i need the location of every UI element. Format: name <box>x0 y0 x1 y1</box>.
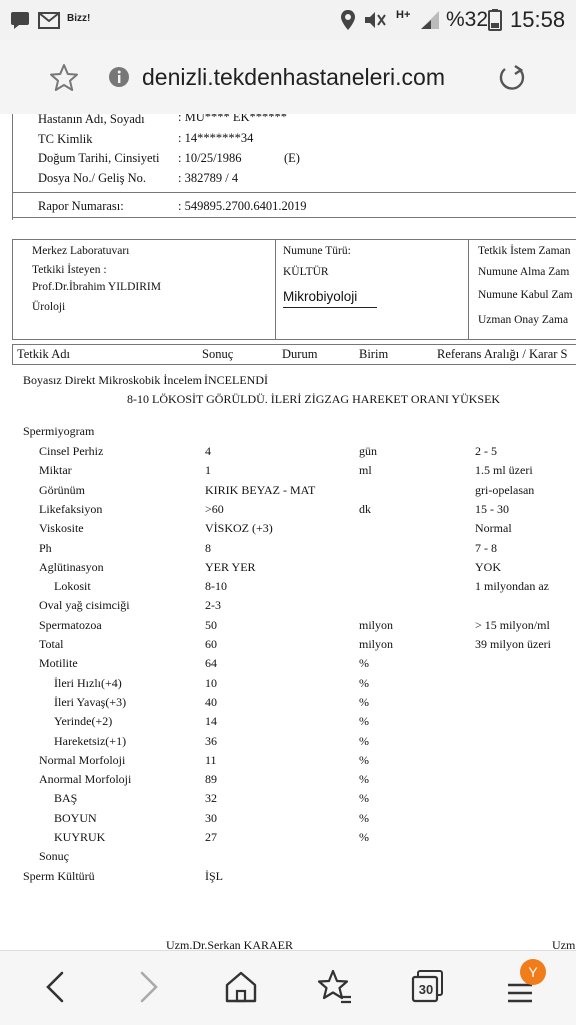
border <box>12 344 13 364</box>
table-cell-result: KIRIK BEYAZ - MAT <box>205 482 316 497</box>
info-icon[interactable] <box>108 66 130 88</box>
table-cell-name: Cinsel Perhiz <box>39 444 104 458</box>
divider <box>12 217 576 218</box>
table-cell-reference: 15 - 30 <box>475 501 509 516</box>
table-cell-name: Motilite <box>39 656 78 671</box>
table-cell-name: Yerinde(+2) <box>54 714 113 729</box>
divider <box>12 192 576 193</box>
table-cell-result: 30 <box>205 810 217 825</box>
mute-icon <box>363 10 387 30</box>
table-cell-result: VİSKOZ (+3) <box>205 521 273 536</box>
sample-type-label: Numune Türü: <box>283 245 351 257</box>
tc-value: : 14*******34 <box>178 131 254 145</box>
table-cell-result: 32 <box>205 791 217 806</box>
bookmarks-icon[interactable] <box>315 967 355 1007</box>
table-cell-result: 14 <box>205 714 217 729</box>
microscopy-result: İNCELENDİ <box>204 373 268 387</box>
table-cell-reference: Normal <box>475 521 512 536</box>
border <box>468 239 469 339</box>
table-cell-name: İleri Hızlı(+4) <box>54 675 122 690</box>
report-label: Rapor Numarası: <box>38 199 124 213</box>
table-cell-result: İŞL <box>205 868 223 883</box>
divider <box>12 364 576 365</box>
report-value: : 549895.2700.6401.2019 <box>178 199 307 213</box>
table-cell-reference: YOK <box>475 559 501 574</box>
table-cell-unit: % <box>359 810 369 825</box>
category-underline <box>283 307 377 308</box>
signer-right: Uzm <box>552 938 576 950</box>
table-cell-unit: % <box>359 656 369 671</box>
address-bar <box>0 40 576 114</box>
table-cell-unit: dk <box>359 501 371 516</box>
tc-label: TC Kimlik <box>38 132 93 146</box>
star-bookmark-icon[interactable] <box>48 62 80 94</box>
section-title: Spermiyogram <box>23 424 95 438</box>
table-cell-reference: 1.5 ml üzeri <box>475 463 533 478</box>
notification-text: Bizz! <box>67 13 91 24</box>
table-cell-reference: 1 milyondan az <box>475 579 549 594</box>
microscopy-note: 8-10 LÖKOSİT GÖRÜLDÜ. İLERİ ZİGZAG HAREKET ORANI YÜKSEK <box>127 392 501 406</box>
patient-name-value: : MU**** EK****** <box>178 114 288 124</box>
table-cell-result: >60 <box>205 501 224 516</box>
requester-label: Tetkiki İsteyen : <box>32 264 107 276</box>
table-cell-unit: gün <box>359 444 377 458</box>
border <box>12 114 13 220</box>
battery-percent: %32 <box>446 8 489 31</box>
table-cell-reference: gri-opelasan <box>475 482 535 497</box>
table-cell-reference: 2 - 5 <box>475 444 497 458</box>
table-cell-unit: % <box>359 752 369 767</box>
divider <box>12 239 576 240</box>
table-cell-name: Viskosite <box>39 521 84 536</box>
time-label-4: Uzman Onay Zama <box>478 314 569 326</box>
table-cell-result: 10 <box>205 675 217 690</box>
doctor-name: Prof.Dr.İbrahim YILDIRIM <box>32 281 161 293</box>
table-cell-result: 36 <box>205 733 217 748</box>
column-header-result: Sonuç <box>202 347 234 361</box>
message-icon <box>10 11 30 29</box>
table-cell-unit: % <box>359 694 369 709</box>
time-label-1: Tetkik İstem Zaman <box>478 245 571 257</box>
table-cell-result: 11 <box>205 752 217 767</box>
table-cell-name: Oval yağ cisimciği <box>39 598 130 613</box>
browser-toolbar <box>0 950 576 1025</box>
table-cell-result: 89 <box>205 772 217 787</box>
table-cell-result: 40 <box>205 694 217 709</box>
table-cell-result: 60 <box>205 637 217 651</box>
table-cell-name: Miktar <box>39 463 72 478</box>
table-cell-result: 64 <box>205 656 217 671</box>
table-cell-unit: milyon <box>359 617 394 632</box>
sample-type: KÜLTÜR <box>283 266 329 278</box>
table-cell-name: BOYUN <box>54 810 97 825</box>
clock: 15:58 <box>510 7 566 32</box>
back-icon[interactable] <box>36 967 76 1007</box>
column-header-unit: Birim <box>359 347 389 361</box>
file-value: : 382789 / 4 <box>178 171 239 185</box>
border <box>275 239 276 339</box>
table-cell-result: 2-3 <box>205 598 221 613</box>
table-cell-name: Total <box>39 637 64 651</box>
table-cell-result: 8-10 <box>205 579 227 594</box>
microscopy-label: Boyasız Direkt Mikroskobik İncelem <box>23 373 202 387</box>
home-icon[interactable] <box>221 967 261 1007</box>
avatar[interactable]: Y <box>520 959 546 985</box>
table-cell-result: 4 <box>205 444 211 458</box>
location-icon <box>340 9 356 31</box>
column-header-status: Durum <box>282 347 318 361</box>
table-cell-name: Görünüm <box>39 482 85 497</box>
table-cell-unit: ml <box>359 463 372 478</box>
table-cell-result: 27 <box>205 830 217 844</box>
column-header-reference: Referans Aralığı / Karar S <box>437 347 568 361</box>
gender: (E) <box>284 151 300 165</box>
status-bar <box>0 0 576 40</box>
table-cell-name: KUYRUK <box>54 830 106 844</box>
table-cell-result: 50 <box>205 617 217 632</box>
table-cell-name: Aglütinasyon <box>39 559 104 574</box>
battery-icon <box>488 9 502 31</box>
url-text[interactable]: denizli.tekdenhastaneleri.com <box>142 64 446 90</box>
divider <box>12 339 576 340</box>
column-header-test: Tetkik Adı <box>17 347 70 361</box>
table-cell-unit: % <box>359 830 369 844</box>
table-cell-name: Sperm Kültürü <box>23 868 95 883</box>
table-cell-reference: 7 - 8 <box>475 540 497 555</box>
table-cell-name: Spermatozoa <box>39 617 102 632</box>
report-page <box>0 114 576 950</box>
reload-icon[interactable] <box>496 62 528 94</box>
table-cell-result: YER YER <box>205 559 256 574</box>
mail-app-icon <box>38 10 60 30</box>
table-cell-name: BAŞ <box>54 791 78 806</box>
dob-value: : 10/25/1986 <box>178 151 242 165</box>
table-cell-name: Sonuç <box>39 849 69 864</box>
signal-icon <box>420 10 440 30</box>
table-cell-reference: > 15 milyon/ml <box>475 617 550 632</box>
dob-label: Doğum Tarihi, Cinsiyeti <box>38 151 160 165</box>
table-cell-unit: % <box>359 772 369 787</box>
table-cell-name: İleri Yavaş(+3) <box>54 694 127 709</box>
signer-name: Uzm.Dr.Serkan KARAER <box>166 938 293 950</box>
table-cell-reference: 39 milyon üzeri <box>475 637 551 651</box>
table-cell-name: Ph <box>39 540 52 555</box>
patient-name-label: Hastanın Adı, Soyadı <box>38 114 145 126</box>
table-cell-name: Normal Morfoloji <box>39 752 126 767</box>
category: Mikrobiyoloji <box>283 289 358 304</box>
table-cell-name: Likefaksiyon <box>39 501 103 516</box>
table-cell-unit: % <box>359 733 369 748</box>
table-cell-result: 8 <box>205 540 211 555</box>
table-cell-unit: % <box>359 714 369 729</box>
network-type: H+ <box>396 9 411 21</box>
table-cell-name: Hareketsiz(+1) <box>54 733 127 748</box>
table-cell-unit: % <box>359 791 369 806</box>
table-cell-name: Lokosit <box>54 579 91 594</box>
table-cell-name: Anormal Morfoloji <box>39 772 132 787</box>
forward-icon[interactable] <box>128 967 168 1007</box>
time-label-3: Numune Kabul Zam <box>478 289 573 301</box>
lab-center: Merkez Laboratuvarı <box>32 245 130 257</box>
file-label: Dosya No./ Geliş No. <box>38 171 146 185</box>
table-cell-result: 1 <box>205 463 211 478</box>
tabs-button[interactable] <box>408 967 448 1007</box>
border <box>12 239 13 339</box>
time-label-2: Numune Alma Zam <box>478 266 570 278</box>
tab-count: 30 <box>418 982 434 997</box>
table-cell-unit: % <box>359 675 369 690</box>
divider <box>12 344 576 345</box>
department: Üroloji <box>32 301 66 313</box>
table-cell-unit: milyon <box>359 637 394 651</box>
